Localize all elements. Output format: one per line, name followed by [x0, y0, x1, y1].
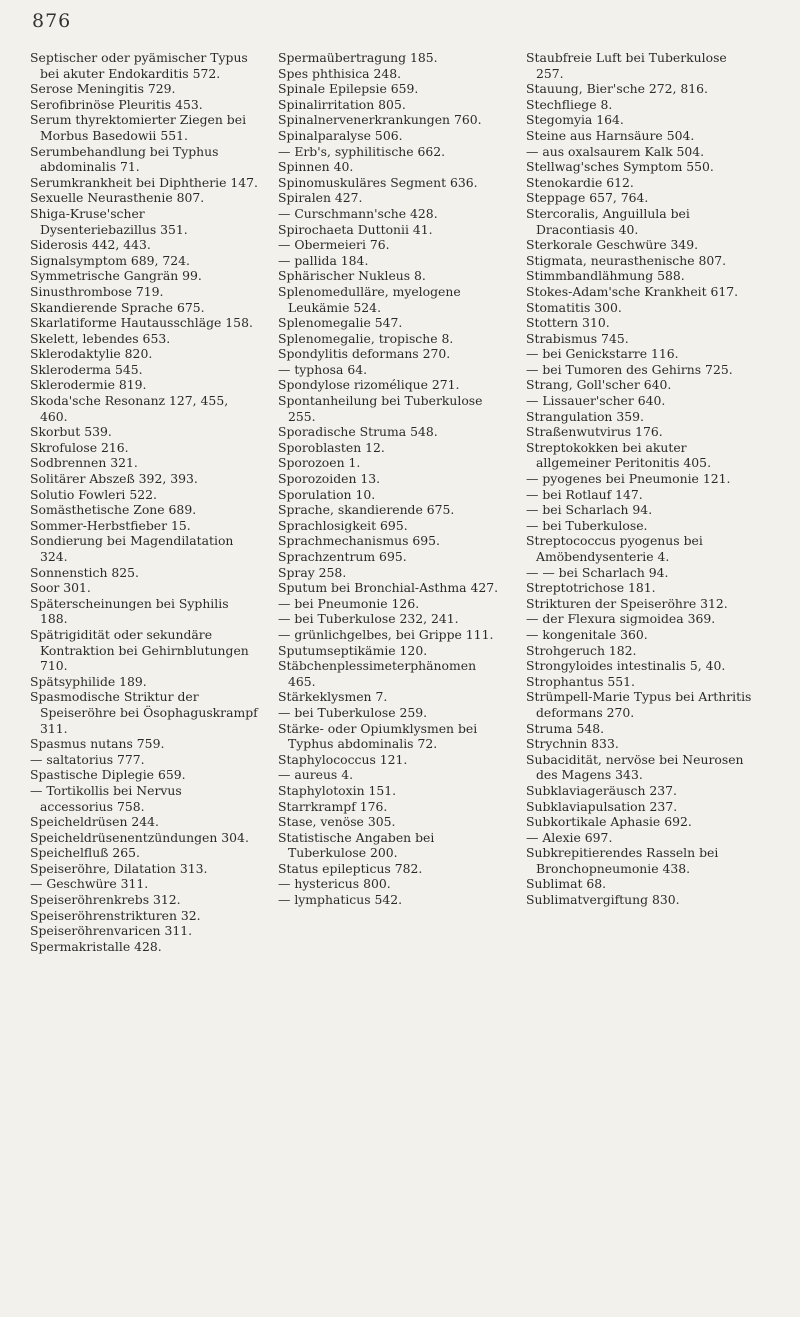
index-entry: Sklerodaktylie 820.	[30, 346, 153, 362]
index-entry: Straßenwutvirus 176.	[526, 424, 663, 440]
index-entry: Speichelfluß 265.	[30, 845, 140, 861]
index-entry: Steppage 657, 764.	[526, 190, 649, 206]
index-entry: Spiralen 427.	[278, 190, 363, 206]
index-entry: Shiga-Kruse'scher Dysenteriebazillus 351.	[30, 205, 188, 237]
index-entry: — bei Pneumonie 126.	[278, 595, 420, 611]
index-entry: Spondylose rizomélique 271.	[278, 377, 460, 393]
index-entry: Sublimatvergiftung 830.	[526, 892, 680, 908]
index-entry: Solitärer Abszeß 392, 393.	[30, 471, 198, 487]
index-entry: — Alexie 697.	[526, 829, 613, 845]
index-entry: Streptotrichose 181.	[526, 580, 656, 596]
index-entry: — bei Scharlach 94.	[526, 502, 653, 518]
index-entry: — hystericus 800.	[278, 876, 391, 892]
index-entry: Sklerodermie 819.	[30, 377, 147, 393]
index-entry: Splenomegalie, tropische 8.	[278, 330, 454, 346]
index-entry: Subkortikale Aphasie 692.	[526, 814, 692, 830]
index-entry: Strophantus 551.	[526, 673, 635, 689]
index-entry: — Obermeieri 76.	[278, 237, 390, 253]
index-entry: Sphärischer Nukleus 8.	[278, 268, 426, 284]
index-entry: — Lissauer'scher 640.	[526, 393, 666, 409]
index-entry: Strang, Goll'scher 640.	[526, 377, 672, 393]
index-entry: Strümpell-Marie Typus bei Arthritis deformans 270.	[526, 689, 752, 720]
index-entry: Septischer oder pyämischer Typus bei akuter Endokarditis 572.	[30, 50, 248, 81]
index-entry: Skoda'sche Resonanz 127, 455, 460.	[30, 393, 229, 424]
index-entry: Skelett, lebendes 653.	[30, 330, 171, 346]
index-entry: Spes phthisica 248.	[278, 65, 402, 81]
index-entry: — Curschmann'sche 428.	[278, 205, 438, 221]
index-entry: Stottern 310.	[526, 315, 610, 331]
index-entry: Sprachzentrum 695.	[278, 549, 407, 564]
index-entry: — bei Genickstarre 116.	[526, 346, 679, 362]
index-entry: Spasmus nutans 759.	[30, 736, 165, 752]
index-entry: Struma 548.	[526, 720, 605, 736]
index-entry: Steine aus Harnsäure 504.	[526, 127, 695, 143]
index-entry: Spätrigidität oder sekundäre Kontraktion bei Gehirnblutungen 710.	[30, 626, 249, 674]
index-entry: Spinnen 40.	[278, 159, 354, 175]
index-entry: Stercoralis, Anguillula bei Dracontiasis 40.	[526, 205, 690, 237]
index-entry: Splenomedulläre, myelogene Leukämie 524.	[278, 283, 461, 315]
index-entry: — Erb's, syphilitische 662.	[278, 143, 446, 159]
index-entry: Stellwag'sches Symptom 550.	[526, 159, 714, 175]
index-entry: Strikturen der Speiseröhre 312.	[526, 595, 728, 611]
index-entry: Symmetrische Gangrän 99.	[30, 268, 202, 284]
index-entry: Serumbehandlung bei Typhus abdominalis 71.	[30, 143, 219, 175]
index-entry: Skorbut 539.	[30, 424, 112, 440]
index-entry: Status epilepticus 782.	[278, 860, 423, 876]
index-entry: — bei Tuberkulose.	[526, 517, 648, 533]
index-entry: — bei Rotlauf 147.	[526, 486, 643, 502]
index-entry: — grünlichgelbes, bei Grippe 111.	[278, 626, 494, 642]
index-entry: Serofibrinöse Pleuritis 453.	[30, 96, 203, 112]
index-entry: Speiseröhrenstrikturen 32.	[30, 907, 201, 923]
index-entry: — saltatorius 777.	[30, 751, 145, 767]
index-entry: Stomatitis 300.	[526, 299, 622, 315]
index-entry: Signalsymptom 689, 724.	[30, 252, 190, 268]
index-entry: Spinale Epilepsie 659.	[278, 81, 419, 97]
index-entry: Sprachmechanismus 695.	[278, 533, 440, 549]
index-entry: Sommer-Herbstfieber 15.	[30, 517, 191, 533]
index-entry: Skarlatiforme Hautausschläge 158.	[30, 315, 253, 331]
index-entry: Solutio Fowleri 522.	[30, 486, 157, 502]
index-entry: Sporozoiden 13.	[278, 471, 381, 487]
index-entry: — lymphaticus 542.	[278, 892, 403, 908]
index-entry: Spray 258.	[278, 564, 347, 580]
index-entry: Spondylitis deformans 270.	[278, 346, 451, 362]
index-entry: — kongenitale 360.	[526, 626, 648, 642]
index-entry: Serumkrankheit bei Diphtherie 147.	[30, 174, 258, 190]
index-column-3	[526, 50, 754, 954]
index-entry: — bei Tuberkulose 259.	[278, 704, 428, 720]
index-entry: Sublimat 68.	[526, 876, 607, 892]
index-entry: Spinomuskuläres Segment 636.	[278, 174, 478, 190]
index-entry: — der Flexura sigmoidea 369.	[526, 611, 716, 627]
index-entry: Streptokokken bei akuter allgemeiner Peritonitis 405.	[526, 439, 712, 471]
index-entry: Speiseröhre, Dilatation 313.	[30, 860, 208, 876]
index-entry: Strongyloides intestinalis 5, 40.	[526, 658, 726, 674]
index-entry: — Tortikollis bei Nervus accessorius 758.	[30, 782, 182, 814]
index-entry: — bei Tuberkulose 232, 241.	[278, 611, 459, 627]
index-entry: Staphylotoxin 151.	[278, 782, 397, 798]
index-entry: Sprache, skandierende 675.	[278, 502, 455, 518]
index-entry: Sonnenstich 825.	[30, 564, 139, 580]
index-entry: Sinusthrombose 719.	[30, 283, 164, 299]
index-entry: Sodbrennen 321.	[30, 455, 138, 471]
index-column-2	[278, 50, 506, 954]
index-entry: Spontanheilung bei Tuberkulose 255.	[278, 393, 483, 424]
index-entry: — — bei Scharlach 94.	[526, 564, 669, 580]
index-entry: — aureus 4.	[278, 767, 354, 783]
index-entry: Stärke- oder Opiumklysmen bei Typhus abdominalis 72.	[278, 720, 478, 752]
index-entry: Spermakristalle 428.	[30, 938, 162, 954]
index-entry: Subacidität, nervöse bei Neurosen des Magens 343.	[526, 751, 744, 783]
index-entry: — typhosa 64.	[278, 361, 368, 377]
index-entry: Spasmodische Striktur der Speiseröhre bei Ösophaguskrampf 311.	[30, 689, 258, 736]
index-entry: Staphylococcus 121.	[278, 751, 408, 767]
index-entry: Stokes-Adam'sche Krankheit 617.	[526, 283, 739, 299]
index-entry: Subklaviapulsation 237.	[526, 798, 678, 814]
index-entry: Speiseröhrenvaricen 311.	[30, 923, 193, 939]
index-column-1	[30, 50, 258, 954]
index-entry: Sporoblasten 12.	[278, 439, 385, 455]
index-entry: Stimmbandlähmung 588.	[526, 268, 685, 284]
index-entry: Sterkorale Geschwüre 349.	[526, 237, 699, 253]
index-entry: — bei Tumoren des Gehirns 725.	[526, 361, 733, 377]
index-entry: Statistische Angaben bei Tuberkulose 200.	[278, 829, 435, 861]
index-entry: Stegomyia 164.	[526, 112, 624, 128]
index-entry: Spinalnervenerkrankungen 760.	[278, 112, 482, 128]
index-entry: Speicheldrüsenentzündungen 304.	[30, 829, 249, 845]
index-entry: Strangulation 359.	[526, 408, 644, 424]
index-entry: Skrofulose 216.	[30, 439, 129, 455]
index-entry: Soor 301.	[30, 580, 91, 596]
index-entry: Spinalirritation 805.	[278, 96, 406, 112]
index-entry: Skleroderma 545.	[30, 361, 143, 377]
index-entry: Sondierung bei Magendilatation 324.	[30, 533, 234, 564]
index-entry: Spinalparalyse 506.	[278, 127, 403, 143]
index-entry: Strychnin 833.	[526, 736, 619, 752]
index-entry: Sputumseptikämie 120.	[278, 642, 428, 658]
index-entry: Splenomegalie 547.	[278, 315, 403, 331]
index-columns	[30, 50, 770, 954]
index-entry: Späterscheinungen bei Syphilis 188.	[30, 595, 229, 627]
index-entry: Sputum bei Bronchial-Asthma 427.	[278, 580, 499, 596]
index-entry: Speicheldrüsen 244.	[30, 814, 159, 830]
index-entry: Strabismus 745.	[526, 330, 629, 346]
index-entry: Stechfliege 8.	[526, 96, 613, 112]
index-entry: Siderosis 442, 443.	[30, 237, 151, 253]
index-entry: Skandierende Sprache 675.	[30, 299, 205, 315]
index-entry: Subklaviageräusch 237.	[526, 782, 677, 798]
index-entry: Spermaübertragung 185.	[278, 50, 438, 65]
page-number: 876	[32, 10, 72, 32]
index-entry: Stase, venöse 305.	[278, 814, 396, 830]
index-entry: Serose Meningitis 729.	[30, 81, 176, 97]
index-entry: Sexuelle Neurasthenie 807.	[30, 190, 205, 206]
index-entry: Somästhetische Zone 689.	[30, 502, 197, 518]
index-entry: Strohgeruch 182.	[526, 642, 637, 658]
index-entry: Spätsyphilide 189.	[30, 673, 147, 689]
index-entry: Sporulation 10.	[278, 486, 376, 502]
index-entry: Spirochaeta Duttonii 41.	[278, 221, 433, 237]
index-entry: Stärkeklysmen 7.	[278, 689, 388, 705]
index-entry: Streptococcus pyogenus bei Amöbendysenterie 4.	[526, 533, 703, 564]
index-entry: Stauung, Bier'sche 272, 816.	[526, 81, 708, 97]
index-entry: Sporadische Struma 548.	[278, 424, 438, 440]
index-entry: Staubfreie Luft bei Tuberkulose 257.	[526, 50, 727, 81]
index-entry: Stenokardie 612.	[526, 174, 634, 190]
index-entry: Spastische Diplegie 659.	[30, 767, 186, 783]
index-entry: — pyogenes bei Pneumonie 121.	[526, 471, 731, 487]
index-entry: Sprachlosigkeit 695.	[278, 517, 408, 533]
index-entry: Serum thyrektomierter Ziegen bei Morbus Basedowii 551.	[30, 112, 247, 143]
index-entry: — aus oxalsaurem Kalk 504.	[526, 143, 705, 159]
index-entry: Stigmata, neurasthenische 807.	[526, 252, 727, 268]
index-entry: Sporozoen 1.	[278, 455, 361, 471]
index-entry: Stäbchenplessimeterphänomen 465.	[278, 658, 477, 689]
index-entry: — Geschwüre 311.	[30, 876, 149, 892]
index-entry: Speiseröhrenkrebs 312.	[30, 892, 181, 908]
index-entry: Subkrepitierendes Rasseln bei Bronchopneumonie 438.	[526, 845, 719, 876]
index-entry: Starrkrampf 176.	[278, 798, 388, 814]
index-entry: — pallida 184.	[278, 252, 369, 268]
